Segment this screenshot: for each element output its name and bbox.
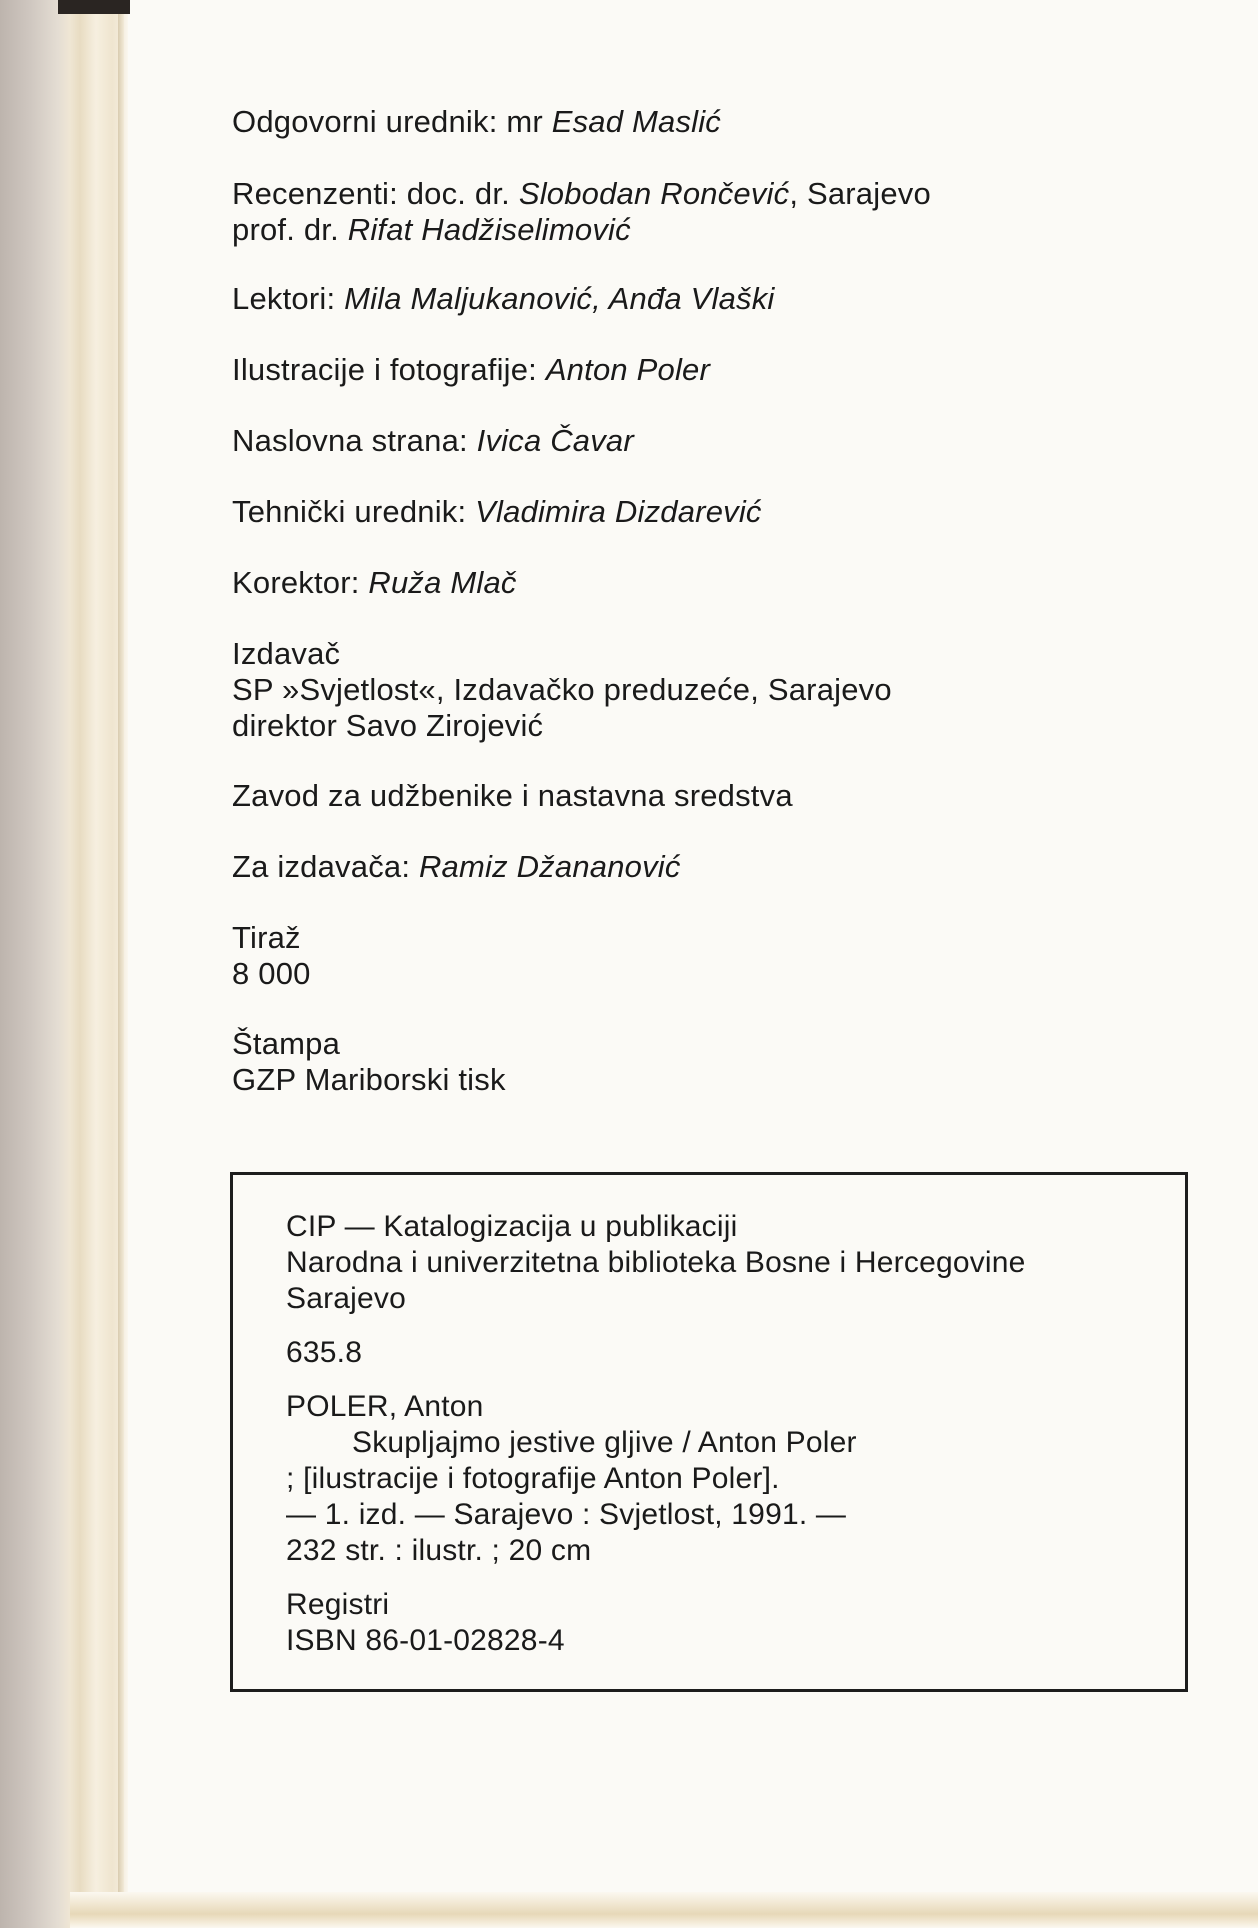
reviewers-label: Recenzenti: doc. dr. xyxy=(232,176,519,211)
reviewers-line-2 xyxy=(232,212,631,248)
publisher-heading: Izdavač xyxy=(232,636,341,671)
cip-library: Narodna i univerzitetna biblioteka Bosne i Hercegovine xyxy=(286,1246,1026,1279)
technical-editor-label: Tehnički urednik: xyxy=(232,494,476,529)
proofreaders-names: Mila Maljukanović, Anđa Vlaški xyxy=(344,281,775,316)
cover-line xyxy=(232,423,634,459)
dark-corner xyxy=(58,0,130,14)
proofreaders-line xyxy=(232,281,775,317)
illustrations-line xyxy=(232,352,710,388)
cip-city: Sarajevo xyxy=(286,1282,407,1315)
printing-value: GZP Mariborski tisk xyxy=(232,1062,506,1097)
reviewer-2-title: prof. dr. xyxy=(232,212,348,247)
book-binding-edge xyxy=(0,0,128,1928)
for-publisher-name: Ramiz Džananović xyxy=(418,849,681,884)
cover-name: Ivica Čavar xyxy=(476,423,634,458)
cip-extent-line: 232 str. : ilustr. ; 20 cm xyxy=(286,1534,592,1567)
cover-label: Naslovna strana: xyxy=(232,423,477,458)
editor-label: Odgovorni urednik: mr xyxy=(232,104,552,139)
cip-edition-line: — 1. izd. — Sarajevo : Svjetlost, 1991. — xyxy=(286,1498,847,1531)
illustrations-label: Ilustracije i fotografije: xyxy=(232,352,546,387)
corrector-name: Ruža Mlač xyxy=(368,565,517,600)
cip-udc: 635.8 xyxy=(286,1336,363,1369)
proofreaders-label: Lektori: xyxy=(232,281,345,316)
corrector-label: Korektor: xyxy=(232,565,369,600)
reviewer-1-city: , Sarajevo xyxy=(789,176,931,211)
reviewer-2-name: Rifat Hadžiselimović xyxy=(347,212,631,247)
editor-name: Esad Maslić xyxy=(551,104,722,139)
printing-heading: Štampa xyxy=(232,1026,341,1061)
print-run-value: 8 000 xyxy=(232,956,311,991)
reviewers-line-1 xyxy=(232,176,931,212)
illustrations-name: Anton Poler xyxy=(545,352,711,387)
editor-in-chief-line xyxy=(232,104,721,140)
cip-title-line-1: Skupljajmo jestive gljive / Anton Poler xyxy=(352,1426,857,1459)
publisher-line-2: direktor Savo Zirojević xyxy=(232,708,544,743)
institute-line: Zavod za udžbenike i nastavna sredstva xyxy=(232,778,793,813)
cip-isbn: ISBN 86-01-02828-4 xyxy=(286,1624,565,1657)
reviewer-1-name: Slobodan Rončević xyxy=(518,176,790,211)
publisher-line-1: SP »Svjetlost«, Izdavačko preduzeće, Sarajevo xyxy=(232,672,892,707)
cip-catalog-box xyxy=(230,1172,1188,1692)
technical-editor-line xyxy=(232,494,762,530)
for-publisher-label: Za izdavača: xyxy=(232,849,419,884)
for-publisher-line xyxy=(232,849,681,885)
technical-editor-name: Vladimira Dizdarević xyxy=(475,494,762,529)
cip-heading: CIP — Katalogizacija u publikaciji xyxy=(286,1210,738,1243)
cip-author: POLER, Anton xyxy=(286,1390,484,1423)
binding-fold xyxy=(118,0,124,1928)
page-bottom-edge xyxy=(70,1892,1258,1928)
corrector-line xyxy=(232,565,517,601)
print-run-heading: Tiraž xyxy=(232,920,301,955)
cip-registri: Registri xyxy=(286,1588,390,1621)
cip-title-line-2: ; [ilustracije i fotografije Anton Poler]. xyxy=(286,1462,780,1495)
